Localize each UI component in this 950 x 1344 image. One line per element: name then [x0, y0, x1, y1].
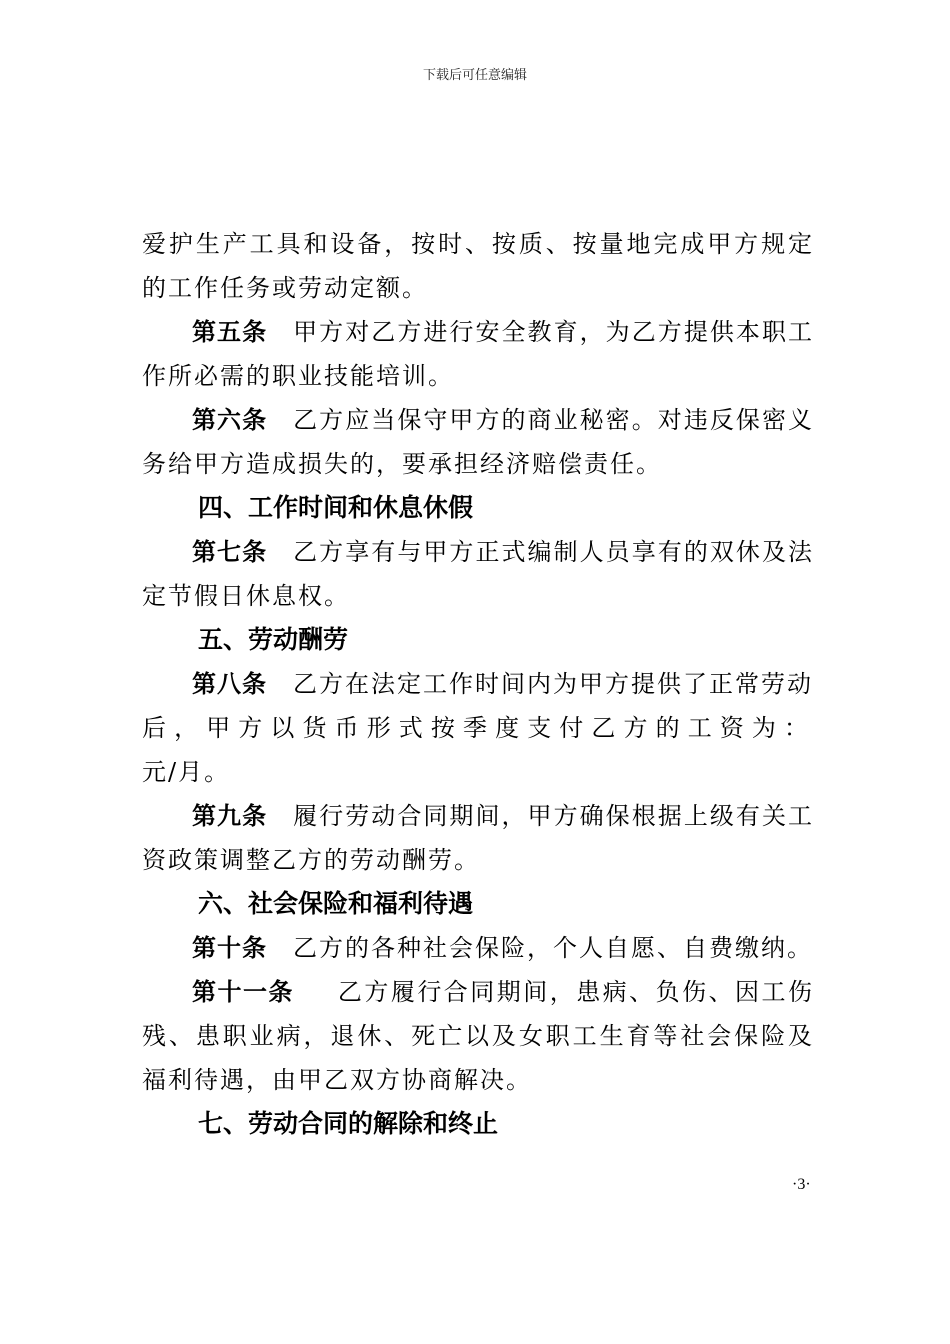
article-8-line-3: 元/月。	[142, 758, 231, 786]
article-text: 乙方在法定工作时间内为甲方提供了正常劳动	[293, 670, 813, 698]
article-number: 第九条	[192, 802, 268, 830]
section-heading-4: 四、工作时间和休息休假	[198, 493, 474, 522]
section-heading-6: 六、社会保险和福利待遇	[198, 889, 474, 918]
section-heading-5: 五、劳动酬劳	[198, 625, 349, 654]
paragraph-continued: 爱护生产工具和设备，按时、按质、按量地完成甲方规定的工作任务或劳动定额。	[142, 230, 814, 302]
article-5	[142, 310, 814, 398]
article-8-line-2: 后，甲方以货币形式按季度支付乙方的工资为：	[142, 714, 814, 742]
article-text: 乙方应当保守甲方的商业秘密。对违反保密义务给甲方造成损失的，要承担经济赔偿责任。	[142, 406, 815, 478]
article-10	[142, 926, 814, 970]
article-number: 第五条	[192, 318, 268, 346]
article-number: 第十一条	[192, 978, 294, 1006]
header-note: 下载后可任意编辑	[422, 68, 527, 83]
article-text: 履行劳动合同期间，甲方确保根据上级有关工资政策调整乙方的劳动酬劳。	[142, 802, 815, 874]
page-number: ·3·	[792, 1176, 811, 1193]
article-7	[142, 530, 814, 618]
article-8-line-1	[142, 662, 814, 706]
article-6	[142, 398, 814, 486]
article-text: 乙方的各种社会保险，个人自愿、自费缴纳。	[293, 934, 813, 962]
article-text: 乙方享有与甲方正式编制人员享有的双休及法定节假日休息权。	[142, 538, 815, 610]
document-body	[142, 222, 814, 1146]
article-8	[142, 662, 814, 794]
article-9	[142, 794, 814, 882]
article-number: 第六条	[192, 406, 268, 434]
section-heading-7: 七、劳动合同的解除和终止	[198, 1109, 499, 1138]
article-11	[142, 970, 814, 1102]
article-text: 甲方对乙方进行安全教育，为乙方提供本职工作所必需的职业技能培训。	[142, 318, 815, 390]
article-number: 第八条	[192, 670, 267, 698]
article-number: 第七条	[192, 538, 268, 566]
article-text: 乙方履行合同期间，患病、负伤、因工伤残、患职业病，退休、死亡以及女职工生育等社会保险及福利待遇，由甲乙双方协商解决。	[142, 978, 815, 1094]
article-number: 第十条	[192, 934, 267, 962]
